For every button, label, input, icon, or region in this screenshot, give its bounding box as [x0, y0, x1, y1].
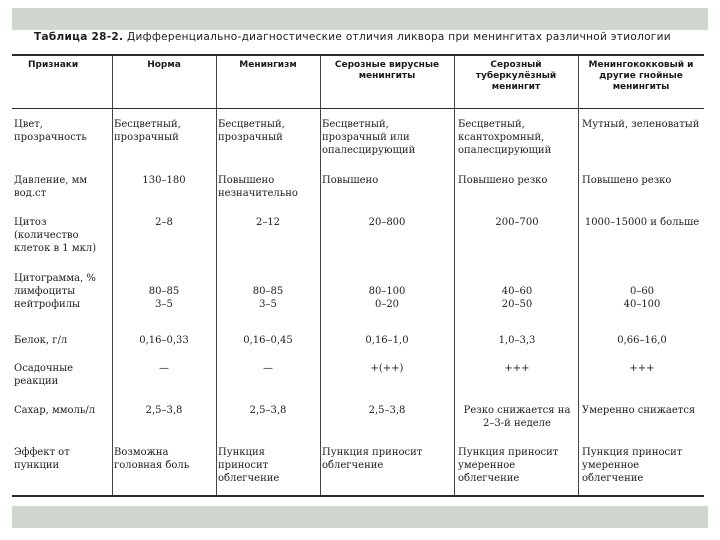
table-cell: Бесцветный, прозрачный или опалесцирующий: [322, 119, 416, 156]
table-cell: Возможна головная боль: [114, 447, 190, 471]
table-cell: 2,5–3,8: [145, 405, 183, 416]
table-cell: Повышено резко: [582, 175, 672, 186]
table-cell: Мутный, зеленоватый: [582, 119, 700, 130]
table-cell: 2–8: [155, 217, 173, 228]
table-caption: Дифференциально-диагностические отличия ликвора при менингитах различной этиологии: [126, 31, 671, 43]
table-cell: 0,16–1,0: [365, 335, 409, 346]
header-tb: Серозный туберкулёзный менингит: [475, 60, 557, 92]
table-cell: Повышено незначительно: [218, 175, 298, 199]
header-meningism: Менингизм: [239, 60, 297, 70]
table-header: [12, 56, 704, 109]
table-cell: Пункция приносит умеренное облегчение: [458, 447, 559, 484]
table-cell: 40–60 20–50: [501, 286, 533, 310]
table-cell: 0,66–16,0: [617, 335, 667, 346]
table-cell: 1,0–3,3: [498, 335, 536, 346]
table-cell: —: [159, 363, 169, 374]
col-divider: [454, 56, 455, 495]
row-label: Осадочные реакции: [14, 363, 74, 387]
table-cell: 2,5–3,8: [368, 405, 406, 416]
bottom-band: [12, 506, 708, 528]
table-cell: 2–12: [255, 217, 281, 228]
header-norm: Норма: [147, 60, 181, 70]
row-label: Цитограмма, % лимфоциты нейтрофилы: [14, 273, 96, 310]
table-cell: Повышено: [322, 175, 379, 186]
row-label: Сахар, ммоль/л: [14, 405, 96, 416]
row-label: Эффект от пункции: [14, 447, 70, 471]
table-cell: Пункция приносит облегчение: [218, 447, 280, 484]
col-divider: [216, 56, 217, 495]
table-cell: 130–180: [142, 175, 186, 186]
header-purulent: Менингококковый и другие гнойные менингиты: [588, 60, 694, 92]
table-cell: 1000–15000 и больше: [584, 217, 700, 228]
table-cell: +++: [629, 363, 655, 374]
row-label: Цитоз (количество клеток в 1 мкл): [14, 217, 97, 254]
table-cell: Умеренно снижается: [582, 405, 696, 416]
table-label: Таблица 28-2.: [34, 31, 124, 43]
table-cell: Бесцветный, прозрачный: [114, 119, 181, 143]
table-cell: 200–700: [495, 217, 539, 228]
diagnostic-table: [12, 54, 704, 497]
row-label: Белок, г/л: [14, 335, 68, 346]
table-cell: Пункция приносит облегчение: [322, 447, 423, 471]
table-cell: 80–85 3–5: [148, 286, 180, 310]
table-cell: Пункция приносит умеренное облегчение: [582, 447, 683, 484]
table-cell: 2,5–3,8: [249, 405, 287, 416]
table-cell: +(++): [370, 363, 404, 374]
row-label: Цвет, прозрачность: [14, 119, 87, 143]
top-band: [12, 8, 708, 30]
col-divider: [112, 56, 113, 495]
table-cell: 80–85 3–5: [252, 286, 284, 310]
table-cell: Резко снижается на 2–3-й неделе: [463, 405, 571, 429]
table-cell: 20–800: [368, 217, 406, 228]
table-cell: —: [263, 363, 273, 374]
header-signs: Признаки: [28, 60, 79, 70]
col-divider: [578, 56, 579, 495]
col-divider: [320, 56, 321, 495]
table-cell: Бесцветный, ксантохромный, опалесцирующий: [458, 119, 552, 156]
table-cell: 0,16–0,45: [243, 335, 293, 346]
table-cell: Бесцветный, прозрачный: [218, 119, 285, 143]
table-cell: 80–100 0–20: [368, 286, 406, 310]
table-title: [34, 31, 671, 43]
row-label: Давление, мм вод.ст: [14, 175, 88, 199]
table-cell: +++: [504, 363, 530, 374]
header-viral: Серозные вирусные менингиты: [334, 60, 440, 81]
table-cell: Повышено резко: [458, 175, 548, 186]
table-cell: 0,16–0,33: [139, 335, 189, 346]
table-cell: 0–60 40–100: [623, 286, 661, 310]
